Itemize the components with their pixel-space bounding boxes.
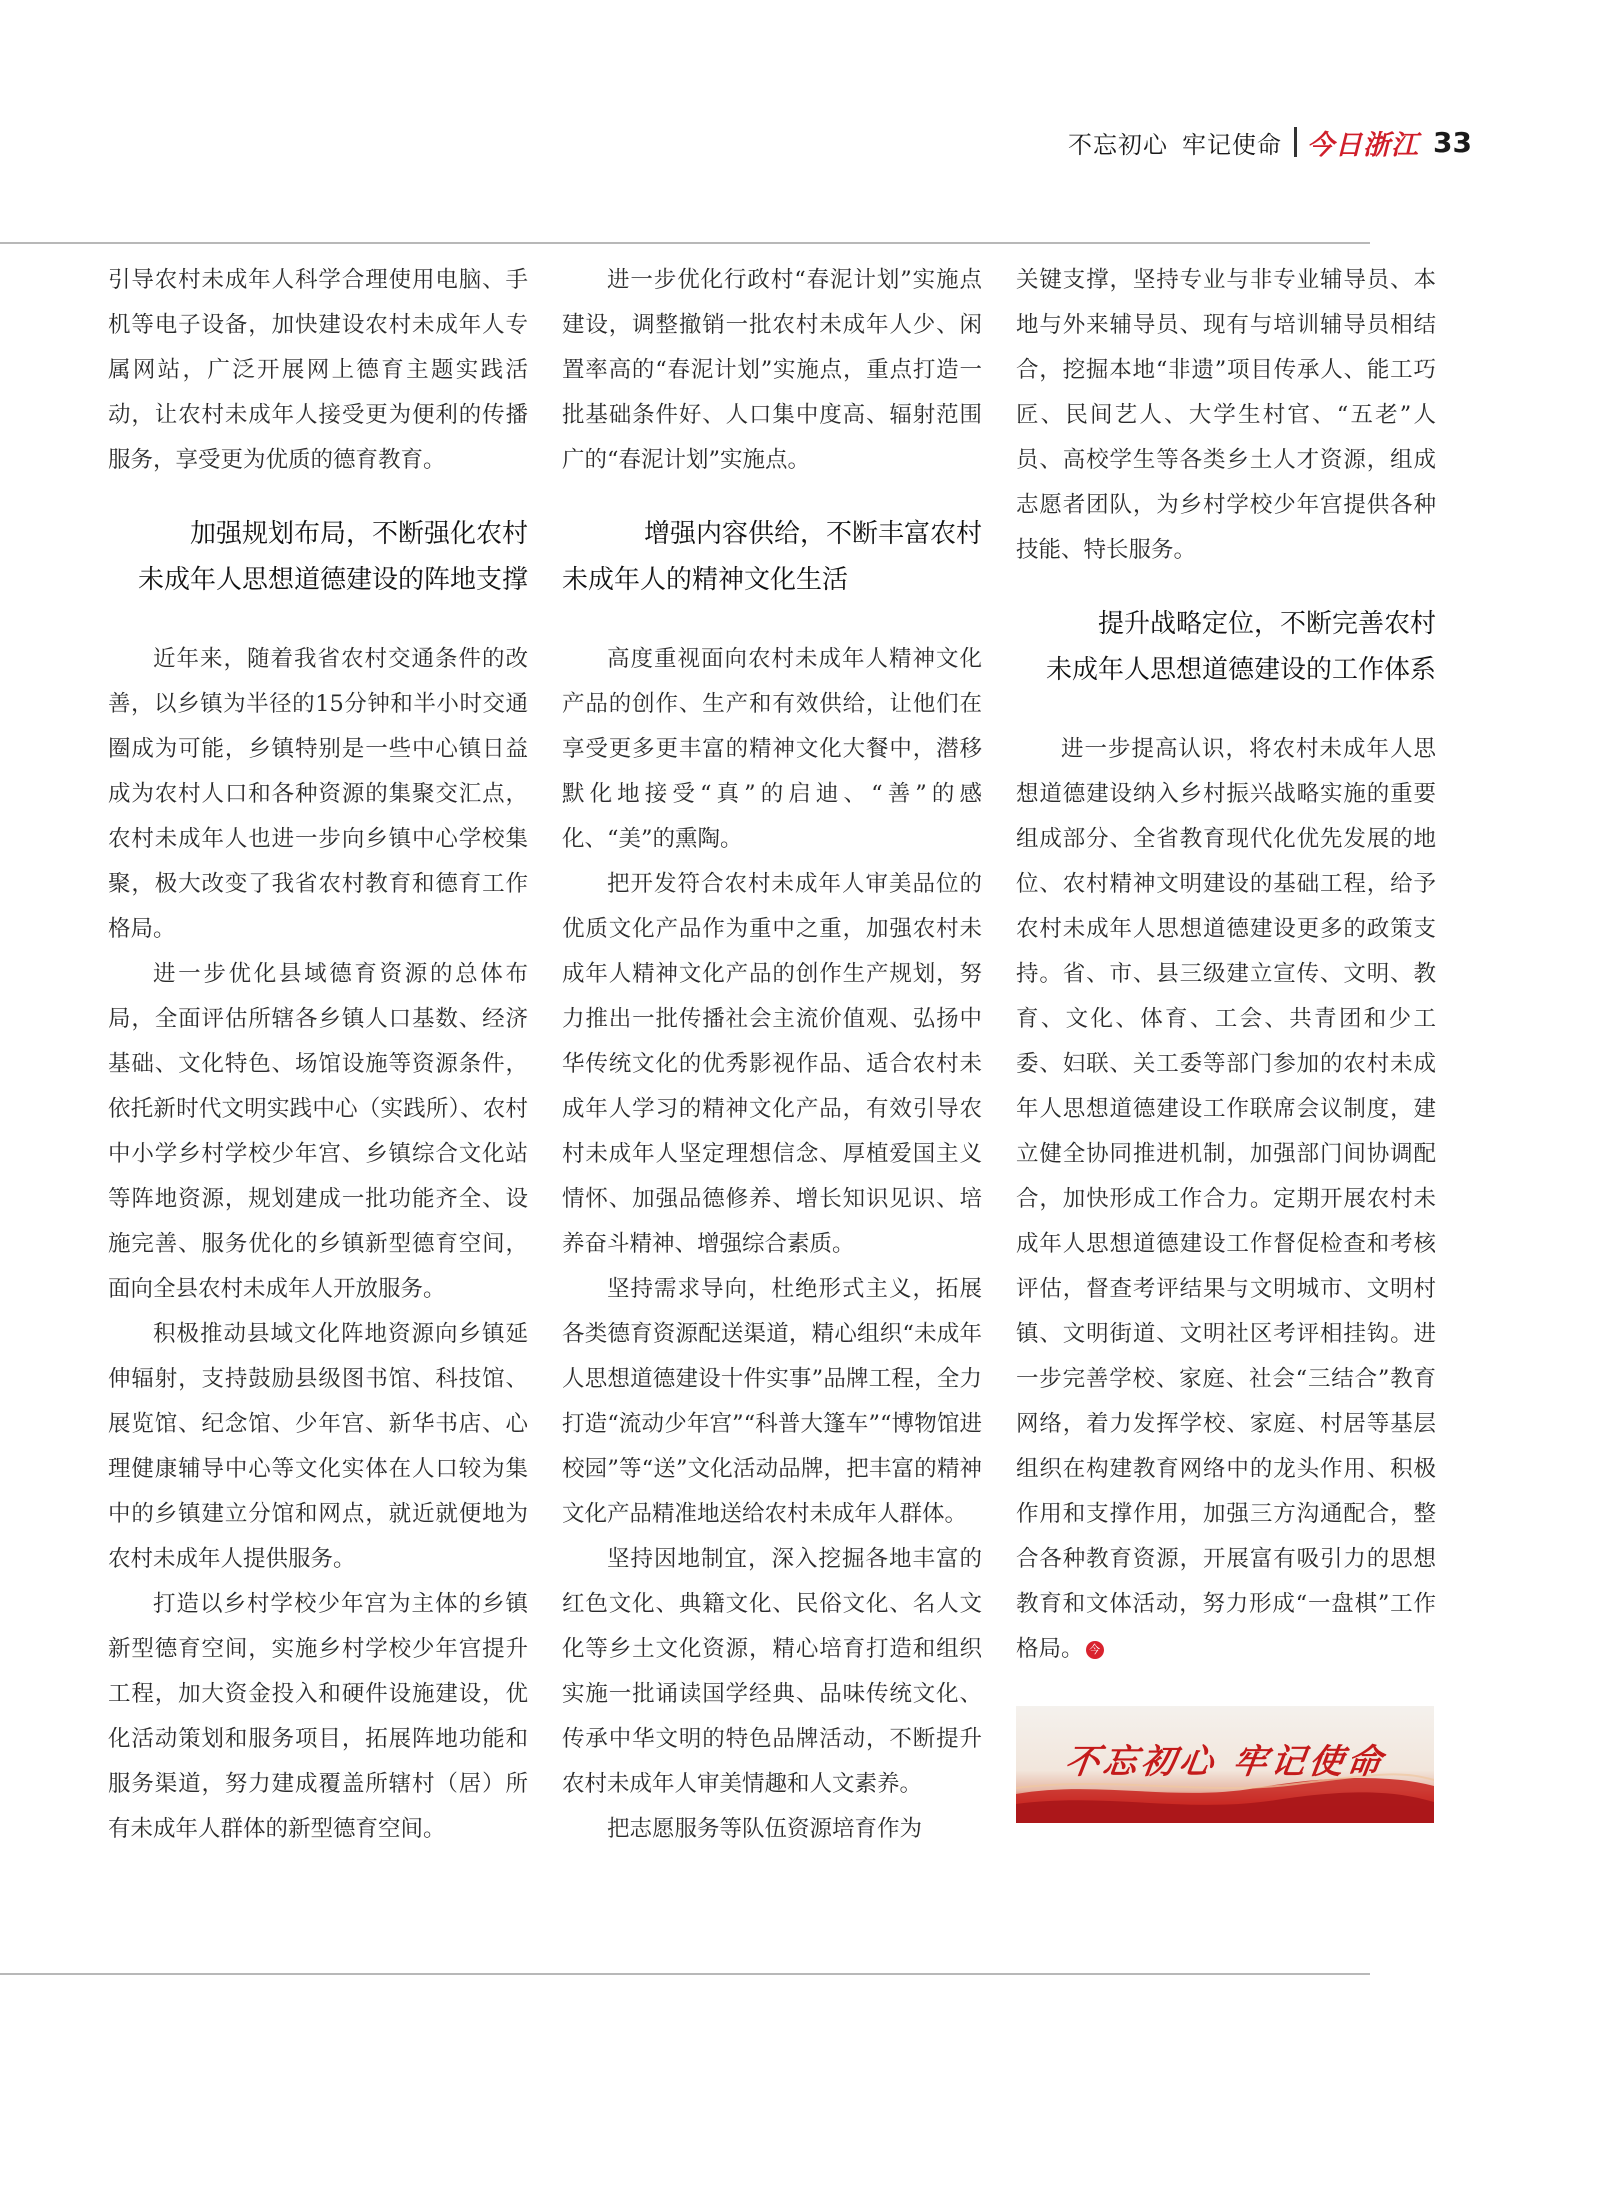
heading-line: 提升战略定位，不断完善农村 [1097, 609, 1436, 639]
section-heading [562, 511, 982, 603]
magazine-logo: 今日浙江 [1307, 129, 1420, 161]
heading-line: 加强规划布局，不断强化农村 [189, 519, 528, 549]
bottom-rule [0, 1973, 1370, 1975]
paragraph: 高度重视面向农村未成年人精神文化产品的创作、生产和有效供给，让他们在享受更多更丰富的精神文化大餐中，潜移默化地接受“真”的启迪、“善”的感化、“美”的熏陶。 [562, 646, 982, 852]
paragraph: 进一步优化行政村“春泥计划”实施点建设，调整撤销一批农村未成年人少、闲置率高的“春泥计划”实施点，重点打造一批基础条件好、人口集中度高、辐射范围广的“春泥计划”实施点。 [562, 267, 982, 473]
heading-line: 未成年人思想道德建设的工作体系 [1045, 655, 1436, 685]
section-heading [108, 511, 528, 603]
page-header [1068, 122, 1472, 162]
end-mark-icon: 今 [1086, 1641, 1104, 1659]
paragraph: 关键支撑，坚持专业与非专业辅导员、本地与外来辅导员、现有与培训辅导员相结合，挖掘本地“非遗”项目传承人、能工巧匠、民间艺人、大学生村官、“五老”人员、高校学生等各类乡土人才资源，组成志愿者团队，为乡村学校少年宫提供各种技能、特长服务。 [1016, 267, 1436, 563]
page-number: 33 [1433, 125, 1472, 159]
column-2 [562, 258, 982, 1852]
header-divider [1294, 127, 1297, 157]
header-slogan-part1: 不忘初心 [1068, 130, 1169, 159]
slogan-banner [1016, 1706, 1434, 1823]
header-slogan-part2: 牢记使命 [1182, 130, 1283, 159]
heading-line: 未成年人思想道德建设的阵地支撑 [137, 565, 528, 595]
heading-line: 未成年人的精神文化生活 [562, 565, 849, 595]
paragraph: 引导农村未成年人科学合理使用电脑、手机等电子设备，加快建设农村未成年人专属网站，广泛开展网上德育主题实践活动，让农村未成年人接受更为便利的传播服务，享受更为优质的德育教育。 [108, 267, 528, 473]
section-heading [1016, 601, 1436, 693]
paragraph: 坚持需求导向，杜绝形式主义，拓展各类德育资源配送渠道，精心组织“未成年人思想道德建设十件实事”品牌工程，全力打造“流动少年宫”“科普大篷车”“博物馆进校园”等“送”文化活动品牌，把丰富的精神文化产品精准地送给农村未成年人群体。 [562, 1276, 982, 1527]
top-rule [0, 242, 1370, 244]
paragraph: 坚持因地制宜，深入挖掘各地丰富的红色文化、典籍文化、民俗文化、名人文化等乡土文化资源，精心培育打造和组织实施一批诵读国学经典、品味传统文化、传承中华文明的特色品牌活动，不断提升农村未成年人审美情趣和人文素养。 [562, 1546, 982, 1797]
heading-line: 增强内容供给，不断丰富农村 [643, 519, 982, 549]
column-3 [1016, 258, 1436, 1823]
column-1 [108, 258, 528, 1852]
paragraph-text: 进一步提高认识，将农村未成年人思想道德建设纳入乡村振兴战略实施的重要组成部分、全省教育现代化优先发展的地位、农村精神文明建设的基础工程，给予农村未成年人思想道德建设更多的政策支持。省、市、县三级建立宣传、文明、教育、文化、体育、工会、共青团和少工委、妇联、关工委等部门参加的农村未成年人思想道德建设工作联席会议制度，建立健全协同推进机制，加强部门间协调配合，加快形成工作合力。定期开展农村未成年人思想道德建设工作督促检查和考核评估，督查考评结果与文明城市、文明村镇、文明街道、文明社区考评相挂钩。进一步完善学校、家庭、社会“三结合”教育网络，着力发挥学校、家庭、村居等基层组织在构建教育网络中的龙头作用、积极作用和支撑作用，加强三方沟通配合，整合各种教育资源，开展富有吸引力的思想教育和文体活动，努力形成“一盘棋”工作格局。 [1016, 736, 1436, 1662]
paragraph: 积极推动县域文化阵地资源向乡镇延伸辐射，支持鼓励县级图书馆、科技馆、展览馆、纪念馆、少年宫、新华书店、心理健康辅导中心等文化实体在人口较为集中的乡镇建立分馆和网点，就近就便地为农村未成年人提供服务。 [108, 1321, 528, 1572]
paragraph: 打造以乡村学校少年宫为主体的乡镇新型德育空间，实施乡村学校少年宫提升工程，加大资金投入和硬件设施建设，优化活动策划和服务项目，拓展阵地功能和服务渠道，努力建成覆盖所辖村（居）所有未成年人群体的新型德育空间。 [108, 1591, 528, 1842]
paragraph: 进一步优化县域德育资源的总体布局，全面评估所辖各乡镇人口基数、经济基础、文化特色、场馆设施等资源条件，依托新时代文明实践中心（实践所）、农村中小学乡村学校少年宫、乡镇综合文化站等阵地资源，规划建成一批功能齐全、设施完善、服务优化的乡镇新型德育空间，面向全县农村未成年人开放服务。 [108, 961, 528, 1302]
paragraph: 把志愿服务等队伍资源培育作为 [607, 1816, 923, 1842]
paragraph: 把开发符合农村未成年人审美品位的优质文化产品作为重中之重，加强农村未成年人精神文化产品的创作生产规划，努力推出一批传播社会主流价值观、弘扬中华传统文化的优秀影视作品、适合农村未成年人学习的精神文化产品，有效引导农村未成年人坚定理想信念、厚植爱国主义情怀、加强品德修养、增长知识见识、培养奋斗精神、增强综合素质。 [562, 871, 982, 1257]
paragraph [1016, 727, 1436, 1672]
banner-text: 不忘初心 牢记使命 [1062, 1742, 1388, 1782]
paragraph: 近年来，随着我省农村交通条件的改善，以乡镇为半径的15分钟和半小时交通圈成为可能，乡镇特别是一些中心镇日益成为农村人口和各种资源的集聚交汇点，农村未成年人也进一步向乡镇中心学校集聚，极大改变了我省农村教育和德育工作格局。 [108, 646, 528, 942]
